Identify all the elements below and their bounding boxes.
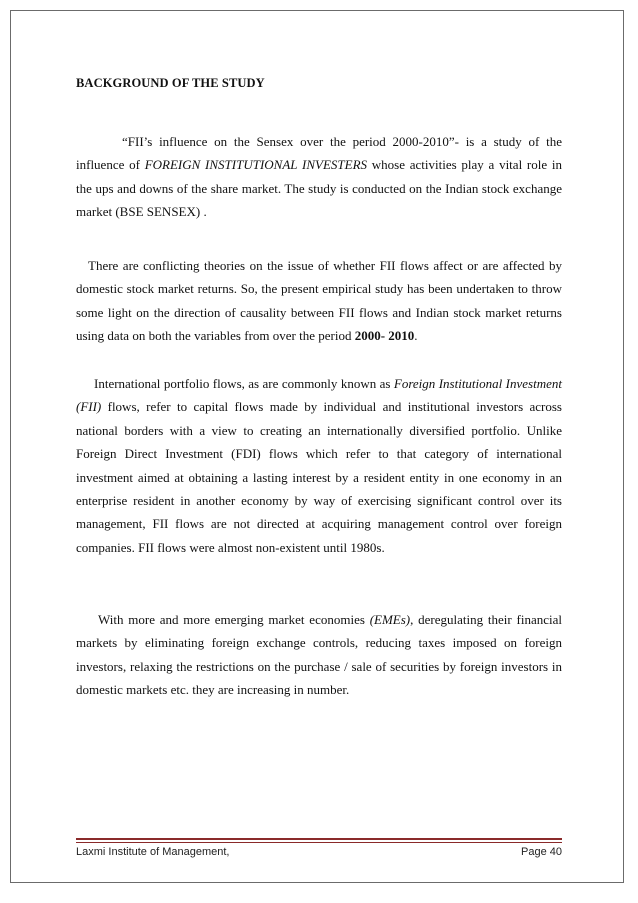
paragraph-4 (76, 608, 562, 702)
paragraph-1-text-a: “FII’s influence on the Sensex over the period 2000-2010”- is a study of the influence of (76, 134, 562, 173)
paragraph-4-text-b: , deregulating their financial markets by eliminating foreign exchange controls, reducing taxes imposed on foreign investors, relaxing the restrictions on the purchase / sale of securities by foreign investors in domestic markets etc. they are increasing in number. (76, 612, 562, 698)
paragraph-4-emphasis: (EMEs) (369, 612, 411, 627)
paragraph-4-text-a: With more and more emerging market economies (98, 612, 370, 627)
paragraph-3-text-a: International portfolio flows, as are commonly known as (94, 376, 394, 391)
paragraph-2-bold: 2000- 2010 (354, 328, 415, 344)
paragraph-1 (76, 130, 562, 224)
paragraph-3 (76, 372, 562, 559)
footer-rule-thick (76, 838, 562, 840)
paragraph-2-text-b: . (414, 328, 418, 344)
footer-institute: Laxmi Institute of Management, (76, 846, 230, 858)
paragraph-3-text-b: flows, refer to capital flows made by individual and institutional investors across national borders with a view to creating an internationally diversified portfolio. Unlike Foreign Direct Investment (FDI) flows which refer to that category of international investment aimed at obtaining a lasting interest by a resident entity in one economy in an enterprise resident in another economy by way of exercising significant control over its management, FII flows are not directed at acquiring management control over foreign companies. FII flows were almost non-existent until 1980s. (76, 399, 562, 555)
paragraph-3-emphasis: Foreign Institutional Investment (FII) (76, 376, 562, 415)
paragraph-2 (76, 254, 562, 348)
footer-page-number: Page 40 (521, 846, 562, 858)
paragraph-1-emphasis: FOREIGN INSTITUTIONAL INVESTERS (144, 157, 368, 173)
paragraph-2-text-a: There are conflicting theories on the issue of whether FII flows affect or are affected by domestic stock market returns. So, the present empirical study has been undertaken to throw some light on the direction of causality between FII flows and Indian stock market returns using data on both the variables from over the period (76, 258, 562, 344)
footer-rule-thin (76, 842, 562, 843)
paragraph-1-text-b: whose activities play a vital role in the ups and downs of the share market. The study is conducted on the Indian stock exchange market (BSE SENSEX) . (76, 157, 562, 220)
section-heading: BACKGROUND OF THE STUDY (76, 76, 265, 90)
